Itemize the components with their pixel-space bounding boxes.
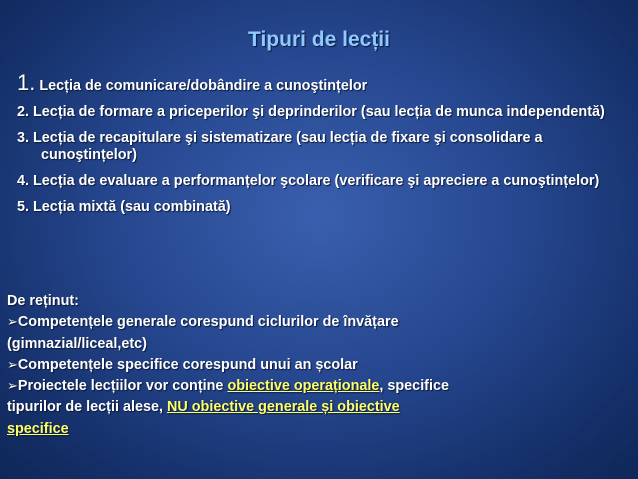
note-point: ➢Proiectele lecțiilor vor conține obiective operaționale, specifice bbox=[7, 378, 449, 395]
lesson-types-list bbox=[17, 70, 629, 225]
list-item bbox=[17, 104, 629, 121]
slide-title: Tipuri de lecții bbox=[248, 28, 390, 51]
list-item bbox=[17, 199, 629, 216]
note-point-continued: tipurilor de lecții alese, NU obiective generale și obiective bbox=[7, 399, 400, 416]
arrow-right-icon: ➢ bbox=[7, 379, 18, 395]
item-text: Lecția de recapitulare şi sistematizare (sau lecția de fixare şi consolidare a cunoştințelor) bbox=[33, 130, 543, 163]
list-item bbox=[17, 173, 629, 190]
note-point: ➢Competențele generale corespund ciclurilor de învățare bbox=[7, 314, 399, 331]
highlight-link[interactable]: specifice bbox=[7, 420, 69, 437]
item-number: 1. bbox=[17, 70, 36, 95]
note-point-continued bbox=[7, 419, 635, 440]
item-number: 4. bbox=[17, 173, 30, 189]
item-number: 3. bbox=[17, 130, 30, 146]
list-item bbox=[17, 130, 629, 164]
highlight-link[interactable]: NU obiective generale și obiective bbox=[166, 399, 400, 416]
note-point: ➢Competențele specifice corespund unui an școlar bbox=[7, 356, 358, 373]
item-text: Lecția de formare a priceperilor şi deprinderilor (sau lecția de munca independentă) bbox=[33, 104, 605, 120]
arrow-right-icon: ➢ bbox=[7, 357, 18, 373]
item-text: Lecția mixtă (sau combinată) bbox=[33, 199, 231, 215]
item-number: 2. bbox=[17, 104, 30, 120]
notes-heading: De reținut: bbox=[7, 293, 79, 309]
note-point-continued: (gimnazial/liceal,etc) bbox=[7, 335, 147, 352]
arrow-right-icon: ➢ bbox=[7, 315, 18, 331]
item-text: Lecția de comunicare/dobândire a cunoştințelor bbox=[39, 78, 368, 94]
highlight-link[interactable]: obiective operaționale bbox=[227, 378, 380, 395]
notes-section bbox=[7, 291, 635, 440]
item-number: 5. bbox=[17, 199, 30, 215]
list-item bbox=[17, 70, 629, 95]
item-text: Lecția de evaluare a performanțelor şcolare (verificare şi apreciere a cunoştințelor) bbox=[33, 173, 600, 189]
